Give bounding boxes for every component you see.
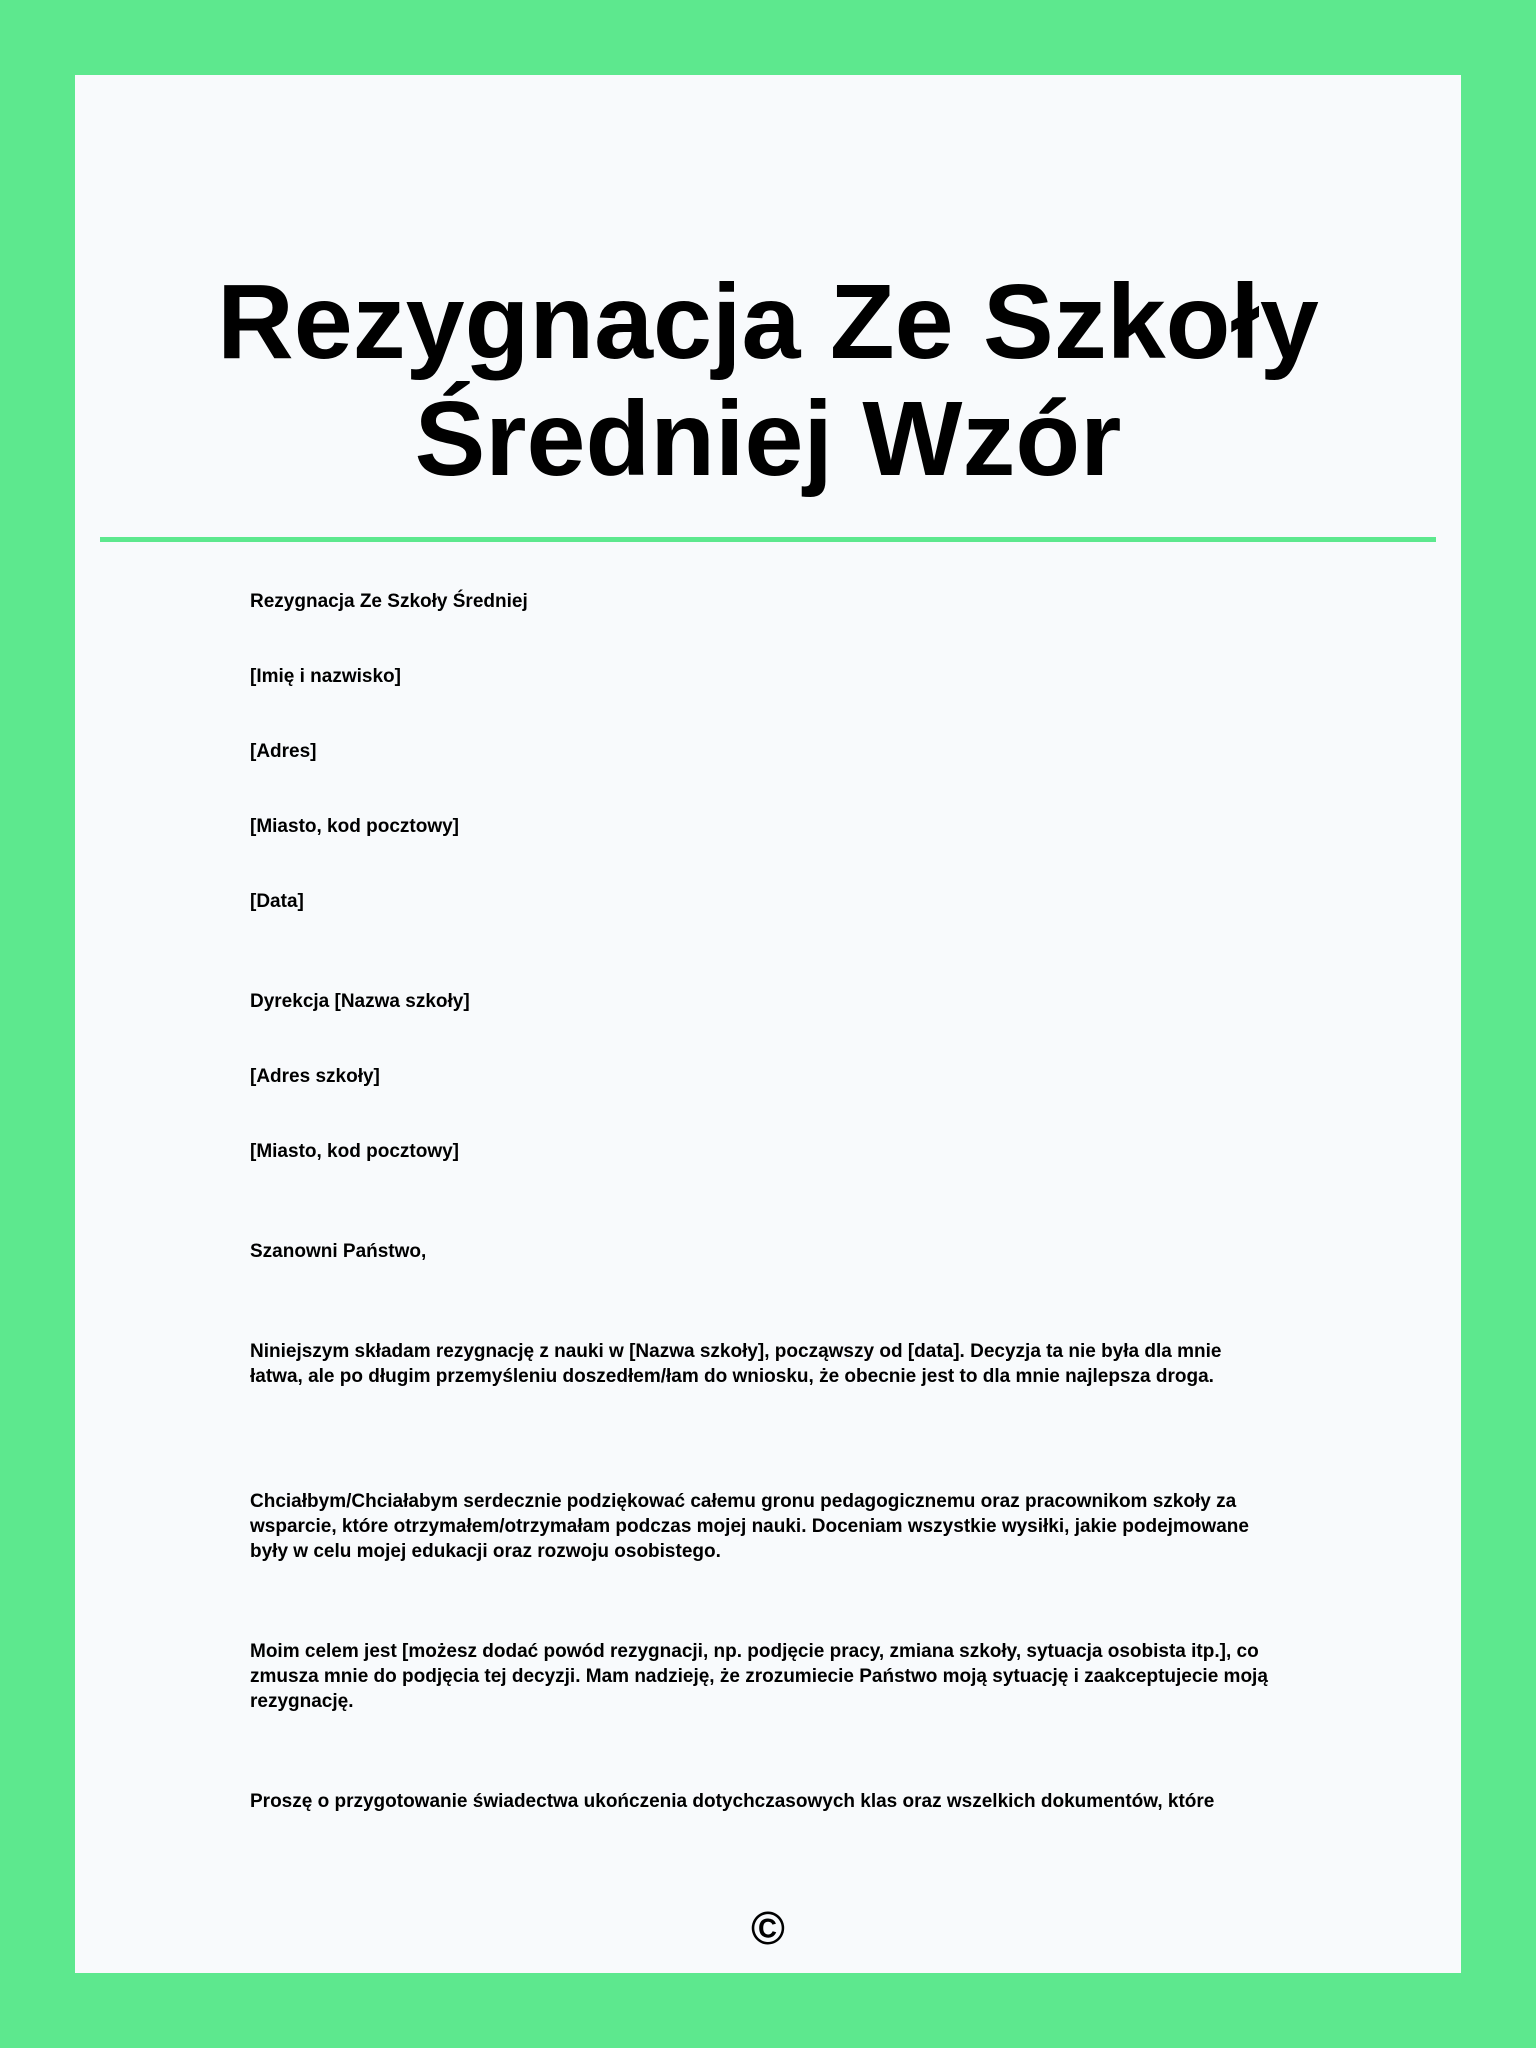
document-page bbox=[75, 75, 1461, 1973]
letter-heading: Rezygnacja Ze Szkoły Średniej bbox=[250, 591, 528, 612]
sender-address: [Adres] bbox=[250, 741, 317, 762]
sender-city: [Miasto, kod pocztowy] bbox=[250, 816, 459, 837]
paragraph-1: Niniejszym składam rezygnację z nauki w [Nazwa szkoły], począwszy od [data]. Decyzja ta nie była dla mnie łatwa, ale po długim przemyśleniu doszedłem/łam do wniosku, że obecnie jest to dla mnie najlepsza droga. bbox=[250, 1341, 1222, 1387]
sender-date: [Data] bbox=[250, 891, 304, 912]
page-title-line-1: Rezygnacja Ze Szkoły bbox=[217, 263, 1319, 381]
paragraph-2: Chciałbym/Chciałabym serdecznie podziękować całemu gronu pedagogicznemu oraz pracownikom szkoły za wsparcie, które otrzymałem/otrzymałam podczas mojej nauki. Doceniam wszystkie wysiłki, jakie podejmowane były w celu mojej edukacji oraz rozwoju osobistego. bbox=[250, 1491, 1249, 1562]
salutation: Szanowni Państwo, bbox=[250, 1241, 427, 1262]
paragraph-4: Proszę o przygotowanie świadectwa ukończenia dotychczasowych klas oraz wszelkich dokumentów, które bbox=[250, 1791, 1215, 1812]
copyright-icon: © bbox=[751, 1902, 785, 1954]
title-divider bbox=[100, 537, 1436, 542]
recipient-school: Dyrekcja [Nazwa szkoły] bbox=[250, 991, 470, 1012]
recipient-address: [Adres szkoły] bbox=[250, 1066, 380, 1087]
sender-name: [Imię i nazwisko] bbox=[250, 666, 401, 687]
paragraph-3: Moim celem jest [możesz dodać powód rezygnacji, np. podjęcie pracy, zmiana szkoły, sytuacja osobista itp.], co zmusza mnie do podjęcia tej decyzji. Mam nadzieję, że zrozumiecie Państwo moją sytuację i zaakceptujecie moją rezygnację. bbox=[250, 1641, 1268, 1712]
recipient-city: [Miasto, kod pocztowy] bbox=[250, 1141, 459, 1162]
page-title-line-2: Średniej Wzór bbox=[414, 380, 1122, 498]
